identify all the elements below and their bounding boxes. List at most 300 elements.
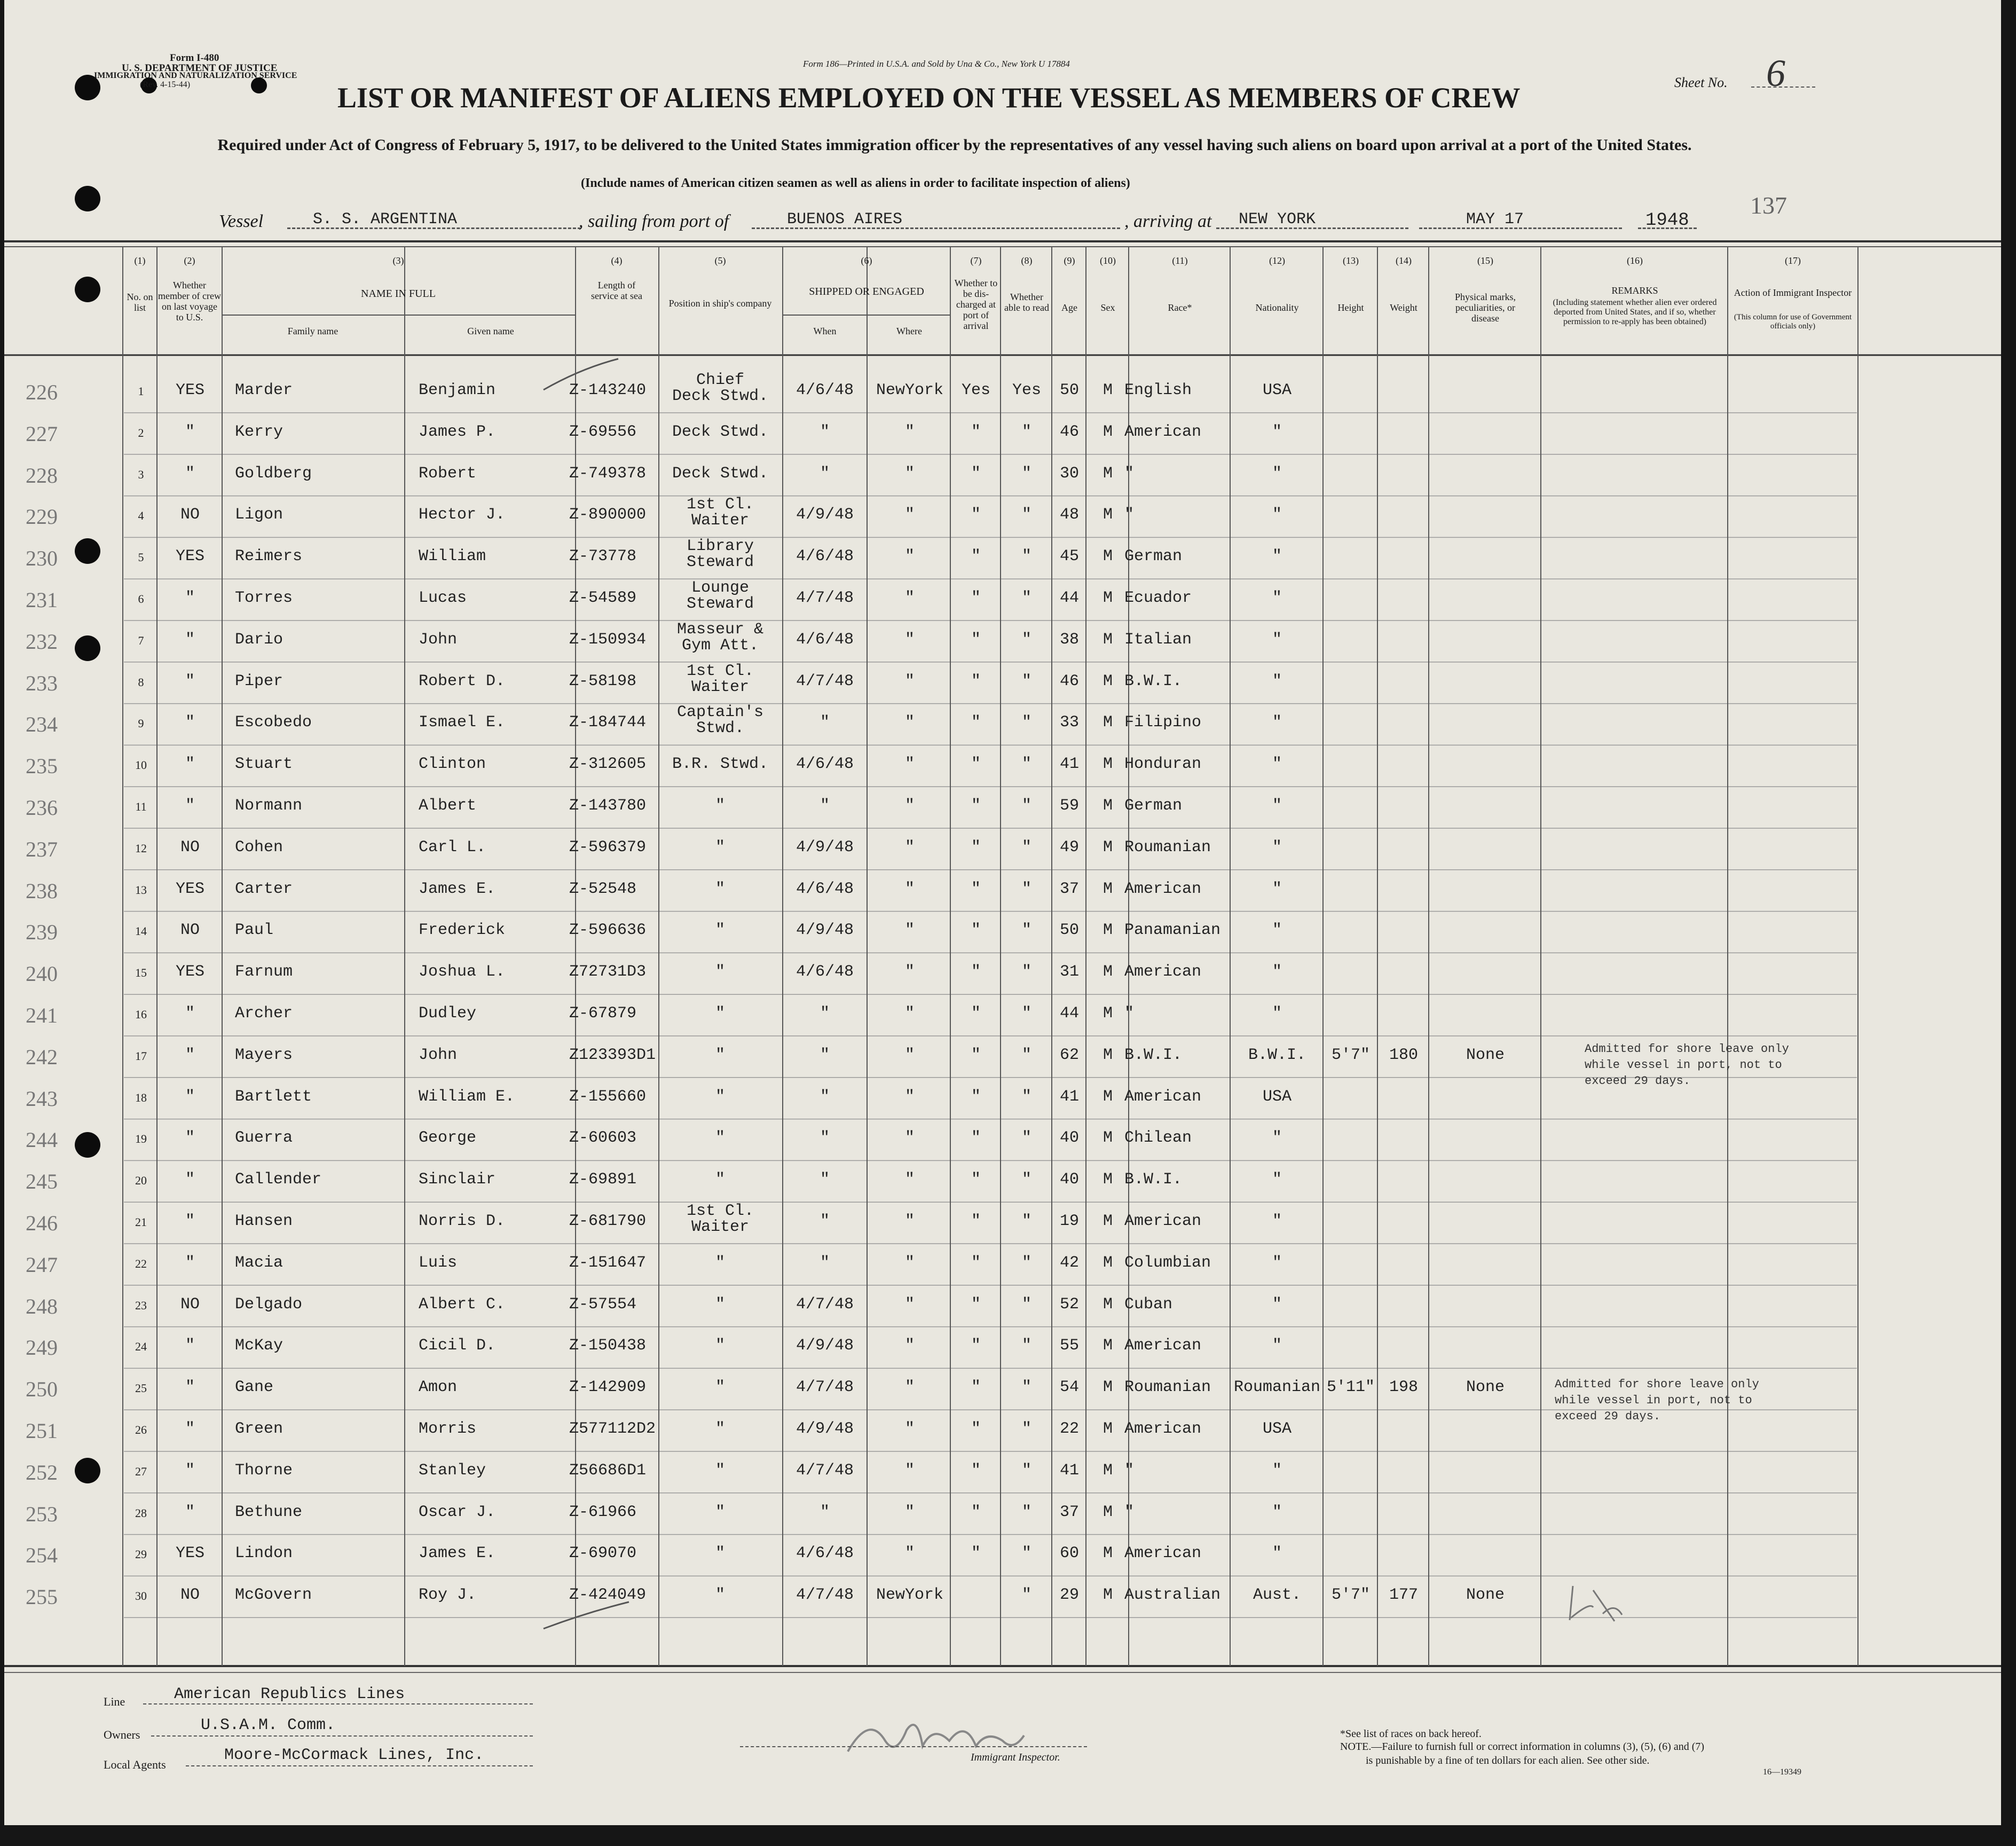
shipped-where: " xyxy=(904,1004,915,1023)
prior-voyage: " xyxy=(185,1503,195,1521)
sex: M xyxy=(1102,1253,1113,1272)
given-name: Clinton xyxy=(419,755,486,774)
list-number: 12 xyxy=(135,841,147,855)
note-line-1: NOTE.—Failure to furnish full or correct information in columns (3), (5), (6) and (7) xyxy=(1340,1741,1705,1753)
height: 5'7" xyxy=(1331,1586,1370,1605)
discharge: " xyxy=(971,963,981,981)
discharge: " xyxy=(971,1253,981,1272)
list-number: 2 xyxy=(138,426,144,439)
sex: M xyxy=(1102,506,1113,524)
position-line: Lounge xyxy=(691,579,750,597)
family-name: Ligon xyxy=(235,506,284,524)
shipped-where: " xyxy=(904,1337,915,1355)
manifest-line: 236 xyxy=(26,796,58,820)
sex: M xyxy=(1102,1503,1113,1521)
position-line: 1st Cl. xyxy=(686,496,754,514)
manifest-sheet xyxy=(4,0,2001,1825)
age: 30 xyxy=(1059,464,1079,483)
nationality: " xyxy=(1272,630,1282,649)
col-num: (14) xyxy=(1396,255,1412,266)
given-name: Morris xyxy=(419,1420,477,1438)
family-name: Bartlett xyxy=(235,1087,312,1106)
race: B.W.I. xyxy=(1124,1171,1183,1189)
can-read: " xyxy=(1021,1337,1031,1355)
col-header: No. on list xyxy=(127,292,153,313)
family-name: Lindon xyxy=(235,1544,293,1563)
race: American xyxy=(1124,1337,1202,1355)
list-number: 13 xyxy=(135,883,147,897)
discharge: " xyxy=(971,1087,981,1106)
given-name: William E. xyxy=(419,1087,515,1106)
prior-voyage: YES xyxy=(175,547,204,566)
nationality: " xyxy=(1272,838,1282,857)
list-number: 8 xyxy=(138,675,144,689)
given-name: George xyxy=(419,1129,477,1148)
list-number: 10 xyxy=(135,758,147,772)
age: 50 xyxy=(1059,921,1079,940)
can-read: " xyxy=(1021,755,1031,774)
given-name: James E. xyxy=(419,1544,496,1563)
shipped-when: " xyxy=(820,464,830,483)
prior-voyage: " xyxy=(185,1046,195,1064)
agents-label: Local Agents xyxy=(104,1758,166,1771)
can-read: " xyxy=(1021,1295,1031,1314)
service-length: Z-312605 xyxy=(569,755,647,774)
position: " xyxy=(715,879,725,898)
prior-voyage: YES xyxy=(175,381,204,399)
can-read: " xyxy=(1021,1420,1031,1438)
list-number: 23 xyxy=(135,1298,147,1312)
race: Australian xyxy=(1124,1586,1221,1605)
discharge: Yes xyxy=(961,381,990,399)
shipped-where: " xyxy=(904,1544,915,1563)
family-name: Normann xyxy=(235,797,303,815)
service-length: Z-596636 xyxy=(569,921,647,940)
list-number: 18 xyxy=(135,1090,147,1104)
list-number: 9 xyxy=(138,717,144,730)
can-read: " xyxy=(1021,713,1031,732)
discharge: " xyxy=(971,879,981,898)
can-read: " xyxy=(1021,672,1031,690)
arrival-port: NEW YORK xyxy=(1239,210,1316,229)
arrival-year: 1948 xyxy=(1645,210,1689,231)
col-header: Sex xyxy=(1100,302,1115,313)
discharge: " xyxy=(971,1378,981,1397)
service-length: Z-596379 xyxy=(569,838,647,857)
manifest-line: 246 xyxy=(26,1211,58,1235)
initials-mark xyxy=(1563,1581,1633,1629)
age: 19 xyxy=(1059,1212,1079,1230)
shipped-where: " xyxy=(904,879,915,898)
prior-voyage: " xyxy=(185,1171,195,1189)
sex: M xyxy=(1102,589,1113,607)
family-name: Farnum xyxy=(235,963,293,981)
family-name: Guerra xyxy=(235,1129,293,1148)
manifest-line: 233 xyxy=(26,671,58,695)
col-subheader: (Including statement whether alien ever ordered deported from United States, and if so, whether permission to re-apply has been obtained) xyxy=(1553,298,1717,326)
can-read: " xyxy=(1021,506,1031,524)
sex: M xyxy=(1102,713,1113,732)
prior-voyage: " xyxy=(185,1004,195,1023)
prior-voyage: " xyxy=(185,1337,195,1355)
can-read: " xyxy=(1021,1586,1031,1605)
prior-voyage: NO xyxy=(180,1295,200,1314)
sex: M xyxy=(1102,1544,1113,1563)
shipped-when: " xyxy=(820,422,830,441)
manifest-line: 245 xyxy=(26,1169,58,1194)
col-header: Length of service at sea xyxy=(591,280,642,301)
prior-voyage: " xyxy=(185,755,195,774)
can-read: " xyxy=(1021,422,1031,441)
page-title: LIST OR MANIFEST OF ALIENS EMPLOYED ON THE VESSEL AS MEMBERS OF CREW xyxy=(337,82,1521,114)
position: " xyxy=(715,1087,725,1106)
col-num: (2) xyxy=(184,255,195,266)
family-name: Mayers xyxy=(235,1046,293,1064)
sex: M xyxy=(1102,1212,1113,1230)
shipped-where: " xyxy=(904,672,915,690)
age: 60 xyxy=(1059,1544,1079,1563)
sex: M xyxy=(1102,1420,1113,1438)
age: 46 xyxy=(1059,422,1079,441)
race: German xyxy=(1124,797,1183,815)
service-length: Z72731D3 xyxy=(569,963,647,981)
discharge: " xyxy=(971,921,981,940)
age: 54 xyxy=(1059,1378,1079,1397)
shipped-when: 4/6/48 xyxy=(796,1544,854,1563)
nationality: " xyxy=(1272,713,1282,732)
page-stamp: 137 xyxy=(1750,192,1787,219)
prior-voyage: " xyxy=(185,797,195,815)
department: U. S. DEPARTMENT OF JUSTICE xyxy=(122,62,278,74)
discharge: " xyxy=(971,1461,981,1480)
shipped-when: 4/9/48 xyxy=(796,1337,854,1355)
family-name: Archer xyxy=(235,1004,293,1023)
remark-row-25: Admitted for shore leave only while vessel in port, not to exceed 29 days. xyxy=(1555,1378,1759,1423)
given-name: Frederick xyxy=(419,921,506,940)
service-length: Z-143780 xyxy=(569,797,647,815)
discharge: " xyxy=(971,464,981,483)
position: " xyxy=(715,1295,725,1314)
manifest-line: 243 xyxy=(26,1086,58,1111)
nationality: USA xyxy=(1262,1087,1292,1106)
arriving-label: , arriving at xyxy=(1124,211,1212,231)
col-header: SHIPPED OR ENGAGED xyxy=(809,286,924,297)
discharge: " xyxy=(971,672,981,690)
col-subheader: Given name xyxy=(467,326,514,336)
list-number: 26 xyxy=(135,1423,147,1436)
race: English xyxy=(1124,381,1192,399)
shipped-when: " xyxy=(820,1004,830,1023)
race: B.W.I. xyxy=(1124,672,1183,690)
position-line: Waiter xyxy=(691,512,750,530)
service-length: Z-150438 xyxy=(569,1337,647,1355)
shipped-when: " xyxy=(820,1129,830,1148)
nationality: " xyxy=(1272,1004,1282,1023)
age: 41 xyxy=(1059,1087,1079,1106)
discharge: " xyxy=(971,797,981,815)
nationality: " xyxy=(1272,1129,1282,1148)
discharge: " xyxy=(971,630,981,649)
manifest-line: 250 xyxy=(26,1377,58,1402)
can-read: " xyxy=(1021,879,1031,898)
shipped-when: 4/6/48 xyxy=(796,963,854,981)
family-name: Paul xyxy=(235,921,274,940)
handwritten-tick-marks xyxy=(538,358,656,1645)
age: 40 xyxy=(1059,1171,1079,1189)
given-name: Carl L. xyxy=(419,838,486,857)
family-name: Escobedo xyxy=(235,713,312,732)
manifest-line: 247 xyxy=(26,1252,58,1277)
age: 38 xyxy=(1059,630,1079,649)
manifest-line: 249 xyxy=(26,1336,58,1360)
can-read: " xyxy=(1021,921,1031,940)
col-num: (3) xyxy=(392,255,404,266)
discharge: " xyxy=(971,1544,981,1563)
sailing-label: , sailing from port of xyxy=(579,211,729,231)
nationality: " xyxy=(1272,422,1282,441)
shipped-when: 4/6/48 xyxy=(796,755,854,774)
service-length: Z-184744 xyxy=(569,713,647,732)
manifest-line: 252 xyxy=(26,1460,58,1484)
shipped-where: " xyxy=(904,1503,915,1521)
shipped-when: " xyxy=(820,713,830,732)
shipped-where: " xyxy=(904,1171,915,1189)
shipped-where: " xyxy=(904,1461,915,1480)
col-header: Weight xyxy=(1390,302,1418,313)
service-length: Z-60603 xyxy=(569,1129,637,1148)
sex: M xyxy=(1102,630,1113,649)
given-name: Norris D. xyxy=(419,1212,506,1230)
sex: M xyxy=(1102,921,1113,940)
family-name: Dario xyxy=(235,630,284,649)
discharge: " xyxy=(971,1503,981,1521)
position: " xyxy=(715,1337,725,1355)
age: 62 xyxy=(1059,1046,1079,1064)
agents-value: Moore-McCormack Lines, Inc. xyxy=(224,1746,484,1764)
discharge: " xyxy=(971,1004,981,1023)
shipped-where: " xyxy=(904,506,915,524)
nationality: " xyxy=(1272,1295,1282,1314)
age: 37 xyxy=(1059,879,1079,898)
service-length: Z123393D1 xyxy=(569,1046,656,1064)
shipped-where: " xyxy=(904,963,915,981)
can-read: " xyxy=(1021,589,1031,607)
race: " xyxy=(1124,1503,1135,1521)
remark-row-17: Admitted for shore leave only while vessel in port, not to exceed 29 days. xyxy=(1585,1042,1789,1088)
sex: M xyxy=(1102,963,1113,981)
line-label: Line xyxy=(104,1695,125,1708)
family-name: Stuart xyxy=(235,755,293,774)
given-name: Hector J. xyxy=(419,506,506,524)
manifest-line: 237 xyxy=(26,837,58,861)
family-name: Marder xyxy=(235,381,293,399)
list-number: 25 xyxy=(135,1381,147,1395)
shipped-where: " xyxy=(904,589,915,607)
sex: M xyxy=(1102,672,1113,690)
sex: M xyxy=(1102,381,1113,399)
age: 37 xyxy=(1059,1503,1079,1521)
race: American xyxy=(1124,1212,1202,1230)
printer-note: Form 186—Printed in U.S.A. and Sold by Una & Co., New York U 17884 xyxy=(803,59,1070,69)
list-number: 21 xyxy=(135,1215,147,1229)
col-num: (11) xyxy=(1172,255,1188,266)
position: " xyxy=(715,963,725,981)
family-name: Green xyxy=(235,1420,284,1438)
race: American xyxy=(1124,1087,1202,1106)
shipped-when: 4/6/48 xyxy=(796,879,854,898)
family-name: Torres xyxy=(235,589,293,607)
race: American xyxy=(1124,963,1202,981)
age: 55 xyxy=(1059,1337,1079,1355)
sex: M xyxy=(1102,1087,1113,1106)
given-name: William xyxy=(419,547,486,566)
race: " xyxy=(1124,464,1135,483)
position-line: Stwd. xyxy=(696,719,744,738)
subtitle: Required under Act of Congress of February 5, 1917, to be delivered to the United States immigration officer by the representatives of any vessel having such aliens on board upon arrival at a port of the United States. xyxy=(217,136,1692,154)
physical-marks: None xyxy=(1466,1586,1505,1605)
service-length: Z-150934 xyxy=(569,630,647,649)
family-name: Piper xyxy=(235,672,284,690)
manifest-line: 239 xyxy=(26,920,58,945)
col-header: Position in ship's company xyxy=(668,298,772,309)
list-number: 29 xyxy=(135,1548,147,1561)
print-code: 16—19349 xyxy=(1763,1768,1801,1777)
shipped-when: 4/9/48 xyxy=(796,1420,854,1438)
prior-voyage: " xyxy=(185,1420,195,1438)
age: 41 xyxy=(1059,755,1079,774)
service-length: Z-61966 xyxy=(569,1503,637,1521)
col-header: Whether member of crew on last voyage to U.S. xyxy=(158,280,221,323)
age: 29 xyxy=(1059,1586,1079,1605)
nationality: " xyxy=(1272,1544,1282,1563)
manifest-line: 231 xyxy=(26,588,58,612)
position-line: Library xyxy=(686,537,754,556)
nationality: " xyxy=(1272,797,1282,815)
service-length: Z-52548 xyxy=(569,879,637,898)
physical-marks: None xyxy=(1466,1046,1505,1064)
discharge: " xyxy=(971,1171,981,1189)
prior-voyage: " xyxy=(185,1087,195,1106)
discharge: " xyxy=(971,506,981,524)
shipped-when: 4/6/48 xyxy=(796,381,854,399)
shipped-where: " xyxy=(904,630,915,649)
family-name: Carter xyxy=(235,879,293,898)
list-number: 24 xyxy=(135,1340,147,1354)
list-number: 27 xyxy=(135,1464,147,1478)
prior-voyage: " xyxy=(185,464,195,483)
service-length: Z-681790 xyxy=(569,1212,647,1230)
can-read: " xyxy=(1021,464,1031,483)
position-line: 1st Cl. xyxy=(686,1202,754,1220)
form-number: Form I-480 xyxy=(170,52,219,64)
can-read: " xyxy=(1021,1461,1031,1480)
col-header: Whether to be dis-charged at port of arrival xyxy=(954,278,998,331)
shipped-when: " xyxy=(820,1171,830,1189)
service-length: Z56686D1 xyxy=(569,1461,647,1480)
list-number: 14 xyxy=(135,924,147,938)
col-num: (13) xyxy=(1343,255,1359,266)
race: Roumanian xyxy=(1124,838,1211,857)
owners-label: Owners xyxy=(104,1728,140,1741)
col-num: (10) xyxy=(1100,255,1116,266)
given-name: Ismael E. xyxy=(419,713,506,732)
nationality: " xyxy=(1272,1461,1282,1480)
shipped-when: 4/7/48 xyxy=(796,1586,854,1605)
manifest-line: 230 xyxy=(26,546,58,571)
given-name: Cicil D. xyxy=(419,1337,496,1355)
sex: M xyxy=(1102,1378,1113,1397)
family-name: Thorne xyxy=(235,1461,293,1480)
list-number: 19 xyxy=(135,1132,147,1146)
position: Deck Stwd. xyxy=(672,464,769,483)
list-number: 22 xyxy=(135,1256,147,1270)
position: B.R. Stwd. xyxy=(672,755,769,774)
position: " xyxy=(715,921,725,940)
age: 59 xyxy=(1059,797,1079,815)
revision: (Rev. 4-15-44) xyxy=(140,80,191,89)
nationality: " xyxy=(1272,1253,1282,1272)
shipped-where: " xyxy=(904,422,915,441)
physical-marks: None xyxy=(1466,1378,1505,1397)
position-line: Waiter xyxy=(691,1218,750,1236)
shipped-when: 4/9/48 xyxy=(796,838,854,857)
shipped-where: " xyxy=(904,1212,915,1230)
shipped-where: " xyxy=(904,1129,915,1148)
list-number: 16 xyxy=(135,1008,147,1021)
height: 5'7" xyxy=(1331,1046,1370,1064)
vessel-name: S. S. ARGENTINA xyxy=(313,210,458,229)
position: " xyxy=(715,1461,725,1480)
shipped-when: " xyxy=(820,1253,830,1272)
given-name: Albert xyxy=(419,797,477,815)
discharge: " xyxy=(971,1046,981,1064)
shipped-where: " xyxy=(904,1253,915,1272)
sheet-underline xyxy=(1751,87,1815,88)
age: 52 xyxy=(1059,1295,1079,1314)
nationality: USA xyxy=(1262,1420,1292,1438)
nationality: " xyxy=(1272,1171,1282,1189)
nationality: " xyxy=(1272,879,1282,898)
position: " xyxy=(715,1378,725,1397)
nationality: B.W.I. xyxy=(1248,1046,1306,1064)
shipped-when: 4/7/48 xyxy=(796,1295,854,1314)
given-name: Roy J. xyxy=(419,1586,477,1605)
col-num: (4) xyxy=(611,255,623,266)
shipped-when: " xyxy=(820,797,830,815)
can-read: " xyxy=(1021,838,1031,857)
shipped-where: NewYork xyxy=(876,1586,944,1605)
given-name: Robert D. xyxy=(419,672,506,690)
manifest-line: 238 xyxy=(26,878,58,903)
race: " xyxy=(1124,1461,1135,1480)
family-name: Cohen xyxy=(235,838,284,857)
given-name: Sinclair xyxy=(419,1171,496,1189)
col-subheader: (This column for use of Government officials only) xyxy=(1734,313,1852,331)
position: " xyxy=(715,1171,725,1189)
sex: M xyxy=(1102,838,1113,857)
prior-voyage: " xyxy=(185,589,195,607)
race: German xyxy=(1124,547,1183,566)
race: " xyxy=(1124,1004,1135,1023)
position-line: Steward xyxy=(686,553,754,572)
can-read: " xyxy=(1021,547,1031,566)
given-name: Benjamin xyxy=(419,381,496,399)
position-line: Waiter xyxy=(691,678,750,696)
can-read: " xyxy=(1021,1253,1031,1272)
list-number: 17 xyxy=(135,1049,147,1063)
can-read: Yes xyxy=(1012,381,1041,399)
can-read: " xyxy=(1021,1503,1031,1521)
